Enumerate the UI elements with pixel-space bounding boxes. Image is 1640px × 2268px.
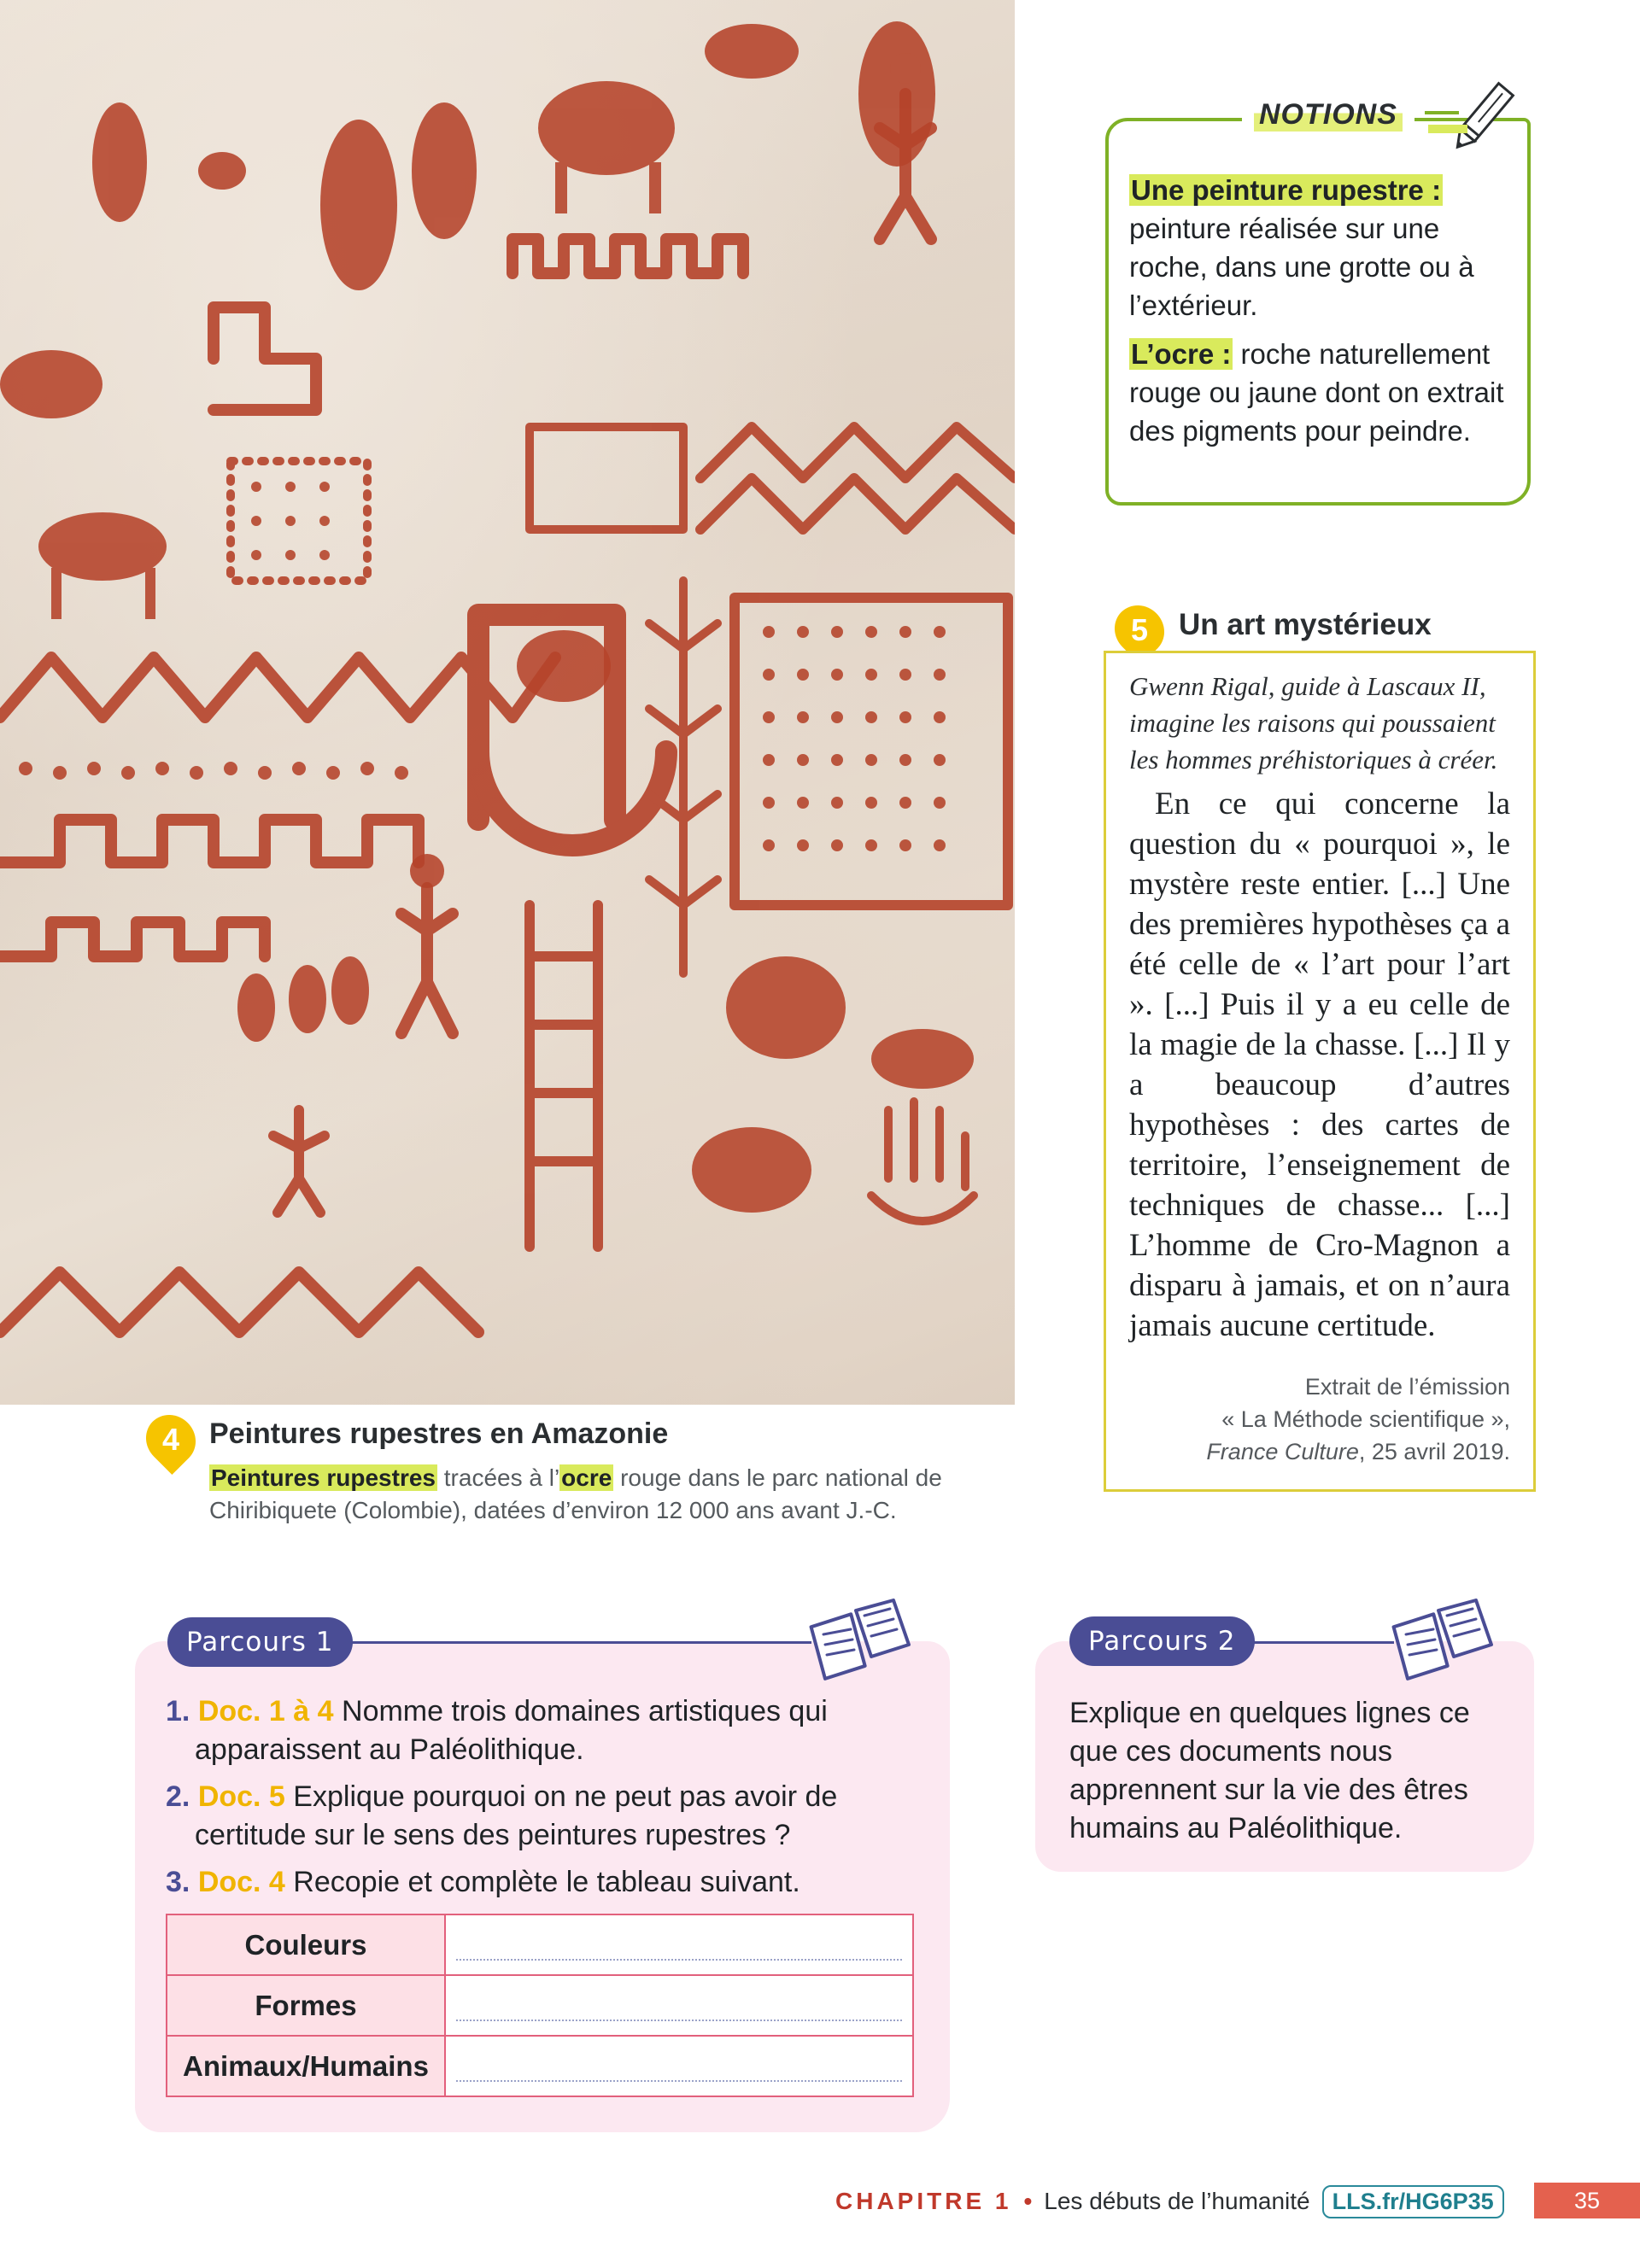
footer-separator: • [1023, 2188, 1033, 2214]
doc5-source-date: , 25 avril 2019. [1358, 1439, 1510, 1464]
notion-def-1: peinture réalisée sur une roche, dans une grotte ou à l’extérieur. [1129, 213, 1474, 321]
parcours1-rule [342, 1641, 811, 1644]
table-head-animaux-humains: Animaux/Humains [167, 2036, 445, 2096]
question-2-number: 2. [166, 1780, 190, 1813]
notion-term-1: Une peinture rupestre : [1131, 174, 1442, 206]
doc4-caption [209, 1462, 978, 1527]
footer-chapter: CHAPITRE 1 [835, 2188, 1012, 2214]
question-3 [166, 1863, 934, 1902]
doc4-term-ocre: ocre [561, 1464, 612, 1491]
doc4-number: 4 [161, 1422, 180, 1457]
rock-art-photo [0, 0, 1015, 1405]
notions-title [1242, 92, 1414, 137]
question-1-doc: Doc. 1 à 4 [197, 1695, 334, 1727]
question-2-text: Explique pourquoi on ne peut pas avoir de certitude sur le sens des peintures rupestres ? [195, 1780, 838, 1851]
doc5-title: Un art mystérieux [1179, 608, 1432, 641]
question-1 [166, 1692, 934, 1769]
page-footer [835, 2183, 1504, 2220]
doc4-caption-part1: tracées à l’ [437, 1464, 560, 1491]
doc4-title: Peintures rupestres en Amazonie [209, 1418, 669, 1450]
doc5-intro: Gwenn Rigal, guide à Lascaux II, imagine les raisons qui poussaient les hommes préhistoriques à créer. [1129, 671, 1498, 775]
parcours2-label: Parcours 2 [1069, 1616, 1255, 1666]
doc5-number: 5 [1130, 612, 1149, 647]
notion-peinture-rupestre [1129, 171, 1514, 324]
table-row [167, 2036, 913, 2096]
notion-def-2: roche naturellement rouge ou jaune dont on extrait des pigments pour peindre. [1129, 338, 1504, 447]
doc5-source-line1: Extrait de l’émission [1304, 1374, 1510, 1400]
doc5-source [1129, 1371, 1510, 1468]
notions-title-text: NOTIONS [1254, 98, 1403, 132]
pencil-icon [1425, 73, 1527, 150]
notion-ocre [1129, 335, 1514, 450]
doc4-badge [136, 1405, 206, 1475]
parcours2-text: Explique en quelques lignes ce que ces documents nous apprennent sur la vie des êtres humains au Paléolithique. [1069, 1697, 1470, 1844]
question-3-doc: Doc. 4 [197, 1866, 285, 1898]
question-1-number: 1. [166, 1695, 190, 1727]
question-2 [166, 1778, 934, 1855]
doc4-term-peintures: Peintures rupestres [211, 1464, 436, 1491]
footer-chapter-title: Les débuts de l’humanité [1044, 2188, 1310, 2214]
table-head-couleurs: Couleurs [167, 1914, 445, 1975]
parcours1-label: Parcours 1 [167, 1617, 353, 1667]
question-3-text: Recopie et complète le tableau suivant. [284, 1866, 800, 1898]
table-row [167, 1914, 913, 1975]
question-3-number: 3. [166, 1866, 190, 1898]
papers-icon [805, 1599, 916, 1684]
table-row [167, 1975, 913, 2036]
footer-link[interactable]: LLS.fr/HG6P35 [1322, 2185, 1504, 2218]
doc5-source-line3 [1129, 1435, 1510, 1468]
parcours2-rule [1244, 1641, 1394, 1644]
table-cell-couleurs [445, 1914, 913, 1975]
question-2-doc: Doc. 5 [197, 1780, 285, 1813]
page-number: 35 [1534, 2183, 1640, 2218]
table-cell-animaux-humains [445, 2036, 913, 2096]
table-head-formes: Formes [167, 1975, 445, 2036]
doc5-source-line2: « La Méthode scientifique », [1221, 1406, 1510, 1432]
completion-table [166, 1914, 914, 2097]
question-1-text: Nomme trois domaines artistiques qui apparaissent au Paléolithique. [195, 1695, 828, 1766]
papers-icon [1387, 1599, 1498, 1684]
doc5-quote: En ce qui concerne la question du « pourquoi », le mystère reste entier. [...] Une des premières hypothèses ça a été celle de « l’art pour l’art ». [...] Puis il y a eu celle de la magie de la chasse. [...] Il y a beaucoup d’autres hypothèses : des cartes de territoire, l’enseignement de techniques de chasse... [...] L’homme de Cro-Magnon a disparu à jamais, et on n’aura jamais aucune certitude. [1129, 786, 1510, 1343]
doc4-caption-part2: rouge dans le parc national de Chiribiquete (Colombie), datées d’environ 12 000 ans avant J.-C. [209, 1464, 942, 1523]
notion-term-2: L’ocre : [1131, 338, 1232, 370]
table-cell-formes [445, 1975, 913, 2036]
doc5-source-program: France Culture [1206, 1439, 1359, 1464]
rock-art-drawing [0, 0, 1015, 1405]
